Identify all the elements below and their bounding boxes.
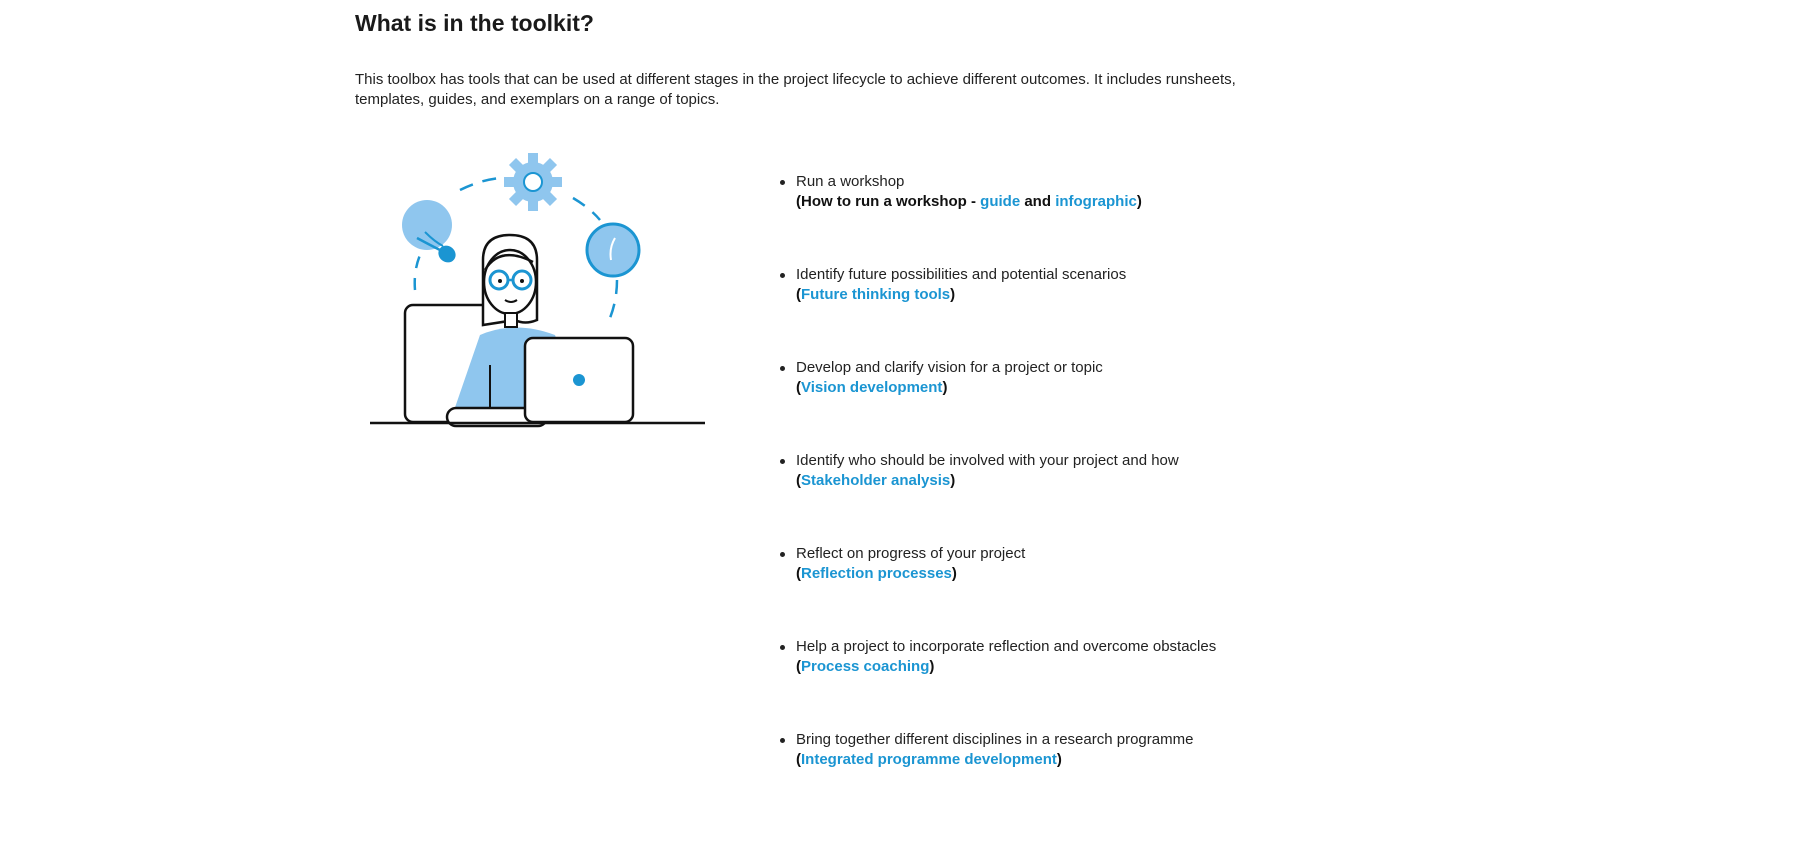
list-item [778, 358, 1298, 451]
list-item [778, 172, 1298, 265]
item-links: (Integrated programme development) [796, 751, 1062, 768]
process-coaching-link[interactable]: Process coaching [801, 658, 930, 675]
illustration-svg [355, 150, 715, 430]
item-links: (Vision development) [796, 379, 948, 396]
item-links: (Stakeholder analysis) [796, 472, 956, 489]
intro-paragraph: This toolbox has tools that can be used at different stages in the project lifecycle to achieve different outcomes. It includes runsheets, templates, guides, and exemplars on a range of topics. [355, 71, 1236, 108]
list-item [778, 730, 1298, 823]
infographic-link[interactable]: infographic [1055, 193, 1137, 210]
list-item [778, 637, 1298, 730]
item-description: Identify who should be involved with your project and how [796, 452, 1179, 469]
item-description: Develop and clarify vision for a project or topic [796, 359, 1103, 376]
item-description: Run a workshop [796, 173, 905, 190]
list-item [778, 544, 1298, 637]
item-links: (Reflection processes) [796, 565, 957, 582]
item-description: Help a project to incorporate reflection and overcome obstacles [796, 638, 1217, 655]
reflection-processes-link[interactable]: Reflection processes [801, 565, 952, 582]
gear-icon [504, 153, 562, 211]
integrated-programme-development-link[interactable]: Integrated programme development [801, 751, 1057, 768]
item-description: Identify future possibilities and potential scenarios [796, 266, 1127, 283]
section-heading: What is in the toolkit? [355, 10, 594, 36]
guide-link[interactable]: guide [980, 193, 1021, 210]
tools-list [778, 172, 1298, 823]
item-links: (Process coaching) [796, 658, 935, 675]
item-description: Reflect on progress of your project [796, 545, 1026, 562]
stakeholder-analysis-link[interactable]: Stakeholder analysis [801, 472, 951, 489]
laptop-icon [525, 338, 633, 422]
list-item [778, 451, 1298, 544]
item-links: (Future thinking tools) [796, 286, 956, 303]
lightbulb-icon [402, 200, 459, 266]
vision-development-link[interactable]: Vision development [801, 379, 943, 396]
clock-icon [587, 224, 639, 276]
item-links: (How to run a workshop - guide and infographic) [796, 193, 1142, 210]
person-at-laptop-illustration [355, 150, 715, 430]
future-thinking-tools-link[interactable]: Future thinking tools [801, 286, 951, 303]
item-description: Bring together different disciplines in a research programme [796, 731, 1194, 748]
list-item [778, 265, 1298, 358]
